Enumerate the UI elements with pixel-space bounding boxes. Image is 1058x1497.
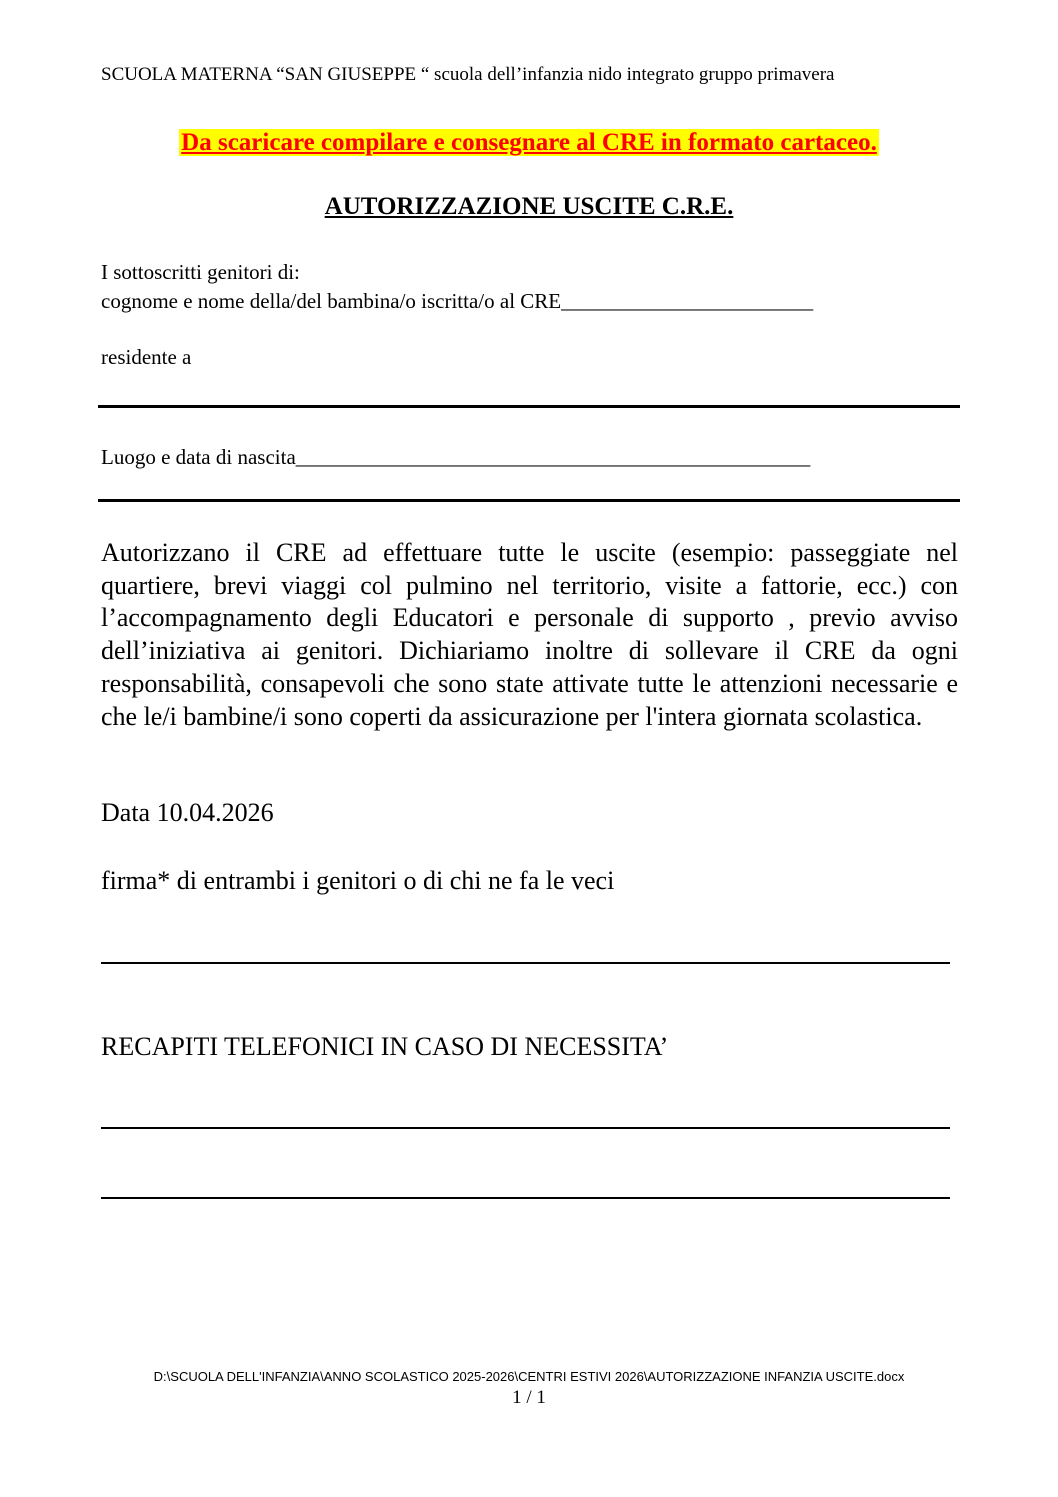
- phone-line: [101, 1197, 950, 1199]
- school-header: SCUOLA MATERNA “SAN GIUSEPPE “ scuola dell’infanzia nido integrato gruppo primavera: [101, 64, 835, 85]
- signature-line: [101, 962, 950, 964]
- phones-title: RECAPITI TELEFONICI IN CASO DI NECESSITA’: [101, 1032, 669, 1061]
- birth-fill-line: [98, 499, 960, 502]
- download-notice-text: Da scaricare compilare e consegnare al CRE in formato cartaceo.: [181, 129, 877, 156]
- child-name-field: cognome e nome della/del bambina/o iscritta/o al CRE________________________: [101, 289, 814, 313]
- authorization-text: Autorizzano il CRE ad effettuare tutte le uscite (esempio: passeggiate nel quartiere, brevi viaggi col pulmino nel territorio, visite a fattorie, ecc.) con l’accompagnamento degli Educatori e personale di supporto , previo avviso dell’iniziativa ai genitori. Dichiariamo inoltre di sollevare il CRE da ogni responsabilità, consapevoli che sono state attivate tutte le attenzioni necessarie e che le/i bambine/i sono coperti da assicurazione per l'intera giornata scolastica.: [101, 538, 958, 731]
- birth-field: Luogo e data di nascita_________________________________________________: [101, 445, 811, 469]
- page-number: 1 / 1: [512, 1387, 546, 1408]
- resident-label: residente a: [101, 345, 192, 369]
- date-line: Data 10.04.2026: [101, 798, 274, 827]
- download-notice: [0, 129, 1058, 157]
- footer-file-path: D:\SCUOLA DELL'INFANZIA\ANNO SCOLASTICO 2025-2026\CENTRI ESTIVI 2026\AUTORIZZAZIONE INFANZIA USCITE.docx: [153, 1369, 905, 1384]
- phone-line: [101, 1127, 950, 1129]
- resident-fill-line: [98, 405, 960, 408]
- parents-intro-label: I sottoscritti genitori di:: [101, 260, 300, 284]
- document-title: AUTORIZZAZIONE USCITE C.R.E.: [324, 193, 734, 220]
- signature-label: firma* di entrambi i genitori o di chi ne fa le veci: [101, 866, 615, 895]
